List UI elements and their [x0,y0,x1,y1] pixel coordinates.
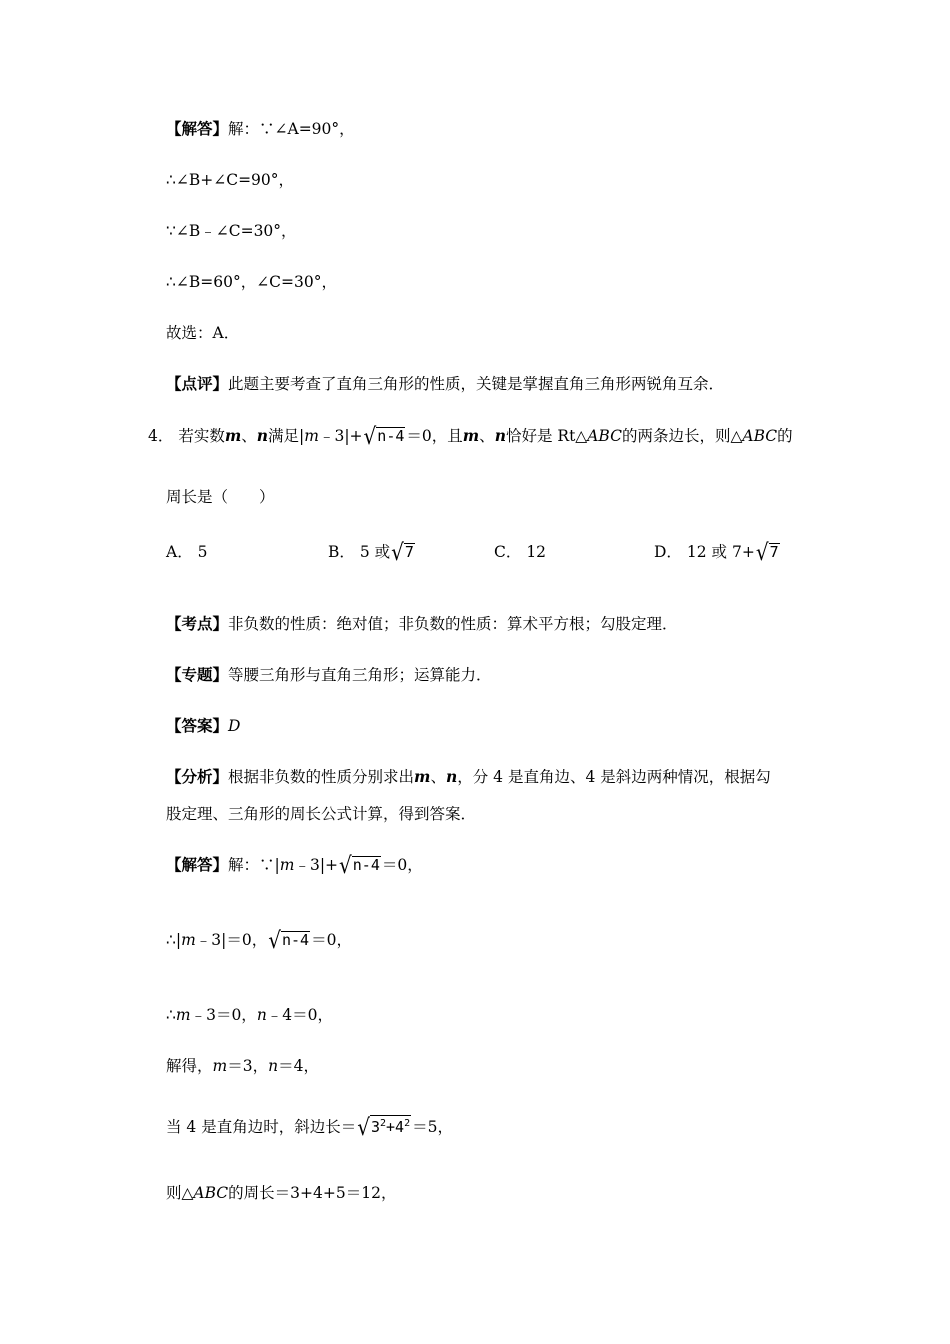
radicand-term: 3 [370,1118,380,1136]
zhuanti [166,665,492,685]
option-b[interactable] [328,538,416,566]
solution-text: ﹣4＝0， [266,1006,334,1024]
option-letter: A． [166,543,193,561]
var-m: m [414,767,431,786]
solution-line-1 [166,851,423,879]
exponent: 2 [404,1118,411,1129]
sqrt-hypotenuse: $√3^2+4^2$ [357,1113,411,1141]
radicand: n-4 [352,856,380,874]
analysis-line-1 [166,767,771,787]
prev-solution-text-4: ∴∠B=60°，∠C=30°， [166,273,338,291]
option-text: 12 或 7+ [686,543,755,561]
prev-solution-line-2 [166,170,294,190]
solution-line-4 [166,1056,319,1076]
solution-text: ﹣3|＝0， [195,931,268,949]
zhuanti-label: 【专题】 [166,665,229,684]
q-text: 、 [241,427,257,445]
q-text: 若实数 [178,427,225,445]
var-m: m [212,1057,228,1075]
analysis-text: ，分 4 是直角边、4 是斜边两种情况，根据勾 [457,768,771,786]
solution-text: ﹣3|+ [294,856,339,874]
option-letter: C． [494,543,522,561]
solution-text: ＝0， [311,931,352,949]
solution-text: ∴| [166,931,182,949]
var-m: m [279,856,295,874]
var-abc: ABC [587,427,622,445]
var-m: m [304,427,319,445]
option-text: 5 [197,543,208,561]
var-n: n [494,426,506,445]
radicand-term: +4 [386,1118,405,1136]
sqrt-7: √7 [391,538,414,566]
prev-solution-line-3 [166,221,297,241]
sqrt-7: √7 [755,538,779,566]
answer [166,716,240,736]
var-m: m [181,931,196,949]
var-n: n [256,426,269,445]
solution-line-2 [166,926,352,954]
solution-text: ＝0， [381,856,423,874]
solution-text: ＝4， [278,1057,319,1075]
q-text: 恰好是 Rt△ [505,427,588,445]
analysis-text: 根据非负数的性质分别求出 [228,768,415,786]
var-m: m [175,1006,191,1024]
question-number: 4． [148,427,174,445]
var-abc: ABC [193,1184,229,1202]
kaodian-text: 非负数的性质：绝对值；非负数的性质：算术平方根；勾股定理． [228,615,678,633]
option-text: 12 [526,543,547,561]
sqrt-n-minus-4: √n-4 [339,851,380,879]
solution-text: 当 4 是直角边时，斜边长＝ [166,1118,357,1136]
prev-solution-label: 【解答】 [166,119,229,138]
option-c[interactable] [494,540,546,562]
solution-text: 的周长＝3+4+5＝12， [228,1184,397,1202]
prev-comment [166,374,724,394]
q-text: 的两条边长，则△ [621,427,743,445]
answer-label: 【答案】 [166,716,229,735]
solution-text: 解得， [166,1057,213,1075]
prev-comment-label: 【点评】 [166,374,229,393]
solution-text: 解：∵| [228,856,280,874]
var-n: n [256,1006,267,1024]
solution-text: ＝5， [412,1118,453,1136]
sqrt-n-minus-4: √n-4 [363,422,405,450]
analysis-text: 、 [430,768,446,786]
solution-line-3 [166,1005,333,1025]
prev-solution-line-5 [166,323,239,343]
prev-solution-text-3: ∵∠B﹣∠C=30°， [166,222,297,240]
option-a[interactable] [166,540,208,562]
answer-value: D [228,717,241,735]
radicand: 7 [769,543,779,561]
var-m: m [224,426,242,445]
solution-text: 则△ [166,1184,194,1202]
var-n: n [445,767,458,786]
solution-text: ＝3， [227,1057,269,1075]
sqrt-n-minus-4: √n-4 [268,926,310,954]
q-text: 满足| [268,427,305,445]
solution-line-6 [166,1183,396,1203]
analysis-line-2: 股定理、三角形的周长公式计算，得到答案． [166,805,477,823]
q-text: 的 [777,427,793,445]
solution-text: ∴ [166,1006,176,1024]
radicand: n-4 [377,427,405,445]
option-text: 5 或 [359,543,391,561]
var-abc: ABC [742,427,778,445]
exponent: 2 [380,1118,387,1129]
zhuanti-text: 等腰三角形与直角三角形；运算能力． [228,666,492,684]
prev-solution-line-1 [166,119,355,139]
prev-solution-text-1: 解：∵∠A=90°， [228,120,355,138]
prev-solution-text-2: ∴∠B+∠C=90°， [166,171,295,189]
q-text: ＝0，且 [406,427,463,445]
var-n: n [268,1057,279,1075]
option-letter: D． [654,543,682,561]
prev-comment-text: 此题主要考查了直角三角形的性质，关键是掌握直角三角形两锐角互余． [228,375,725,393]
kaodian [166,614,678,634]
question-line-1 [148,422,793,450]
q-text: ﹣3|+ [318,427,363,445]
analysis-label: 【分析】 [166,767,229,786]
solution-text: ﹣3＝0， [190,1006,257,1024]
option-d[interactable] [654,538,781,566]
prev-solution-text-5: 故选：A． [166,324,240,342]
var-m: m [462,426,480,445]
prev-solution-line-4 [166,272,337,292]
question-line-2: 周长是（ ） [166,488,275,506]
radicand: n-4 [282,931,310,949]
option-letter: B． [328,543,355,561]
radicand: 7 [404,543,414,561]
q-text: 、 [479,427,495,445]
solution-label: 【解答】 [166,855,229,874]
kaodian-label: 【考点】 [166,614,229,633]
solution-line-5 [166,1113,453,1141]
